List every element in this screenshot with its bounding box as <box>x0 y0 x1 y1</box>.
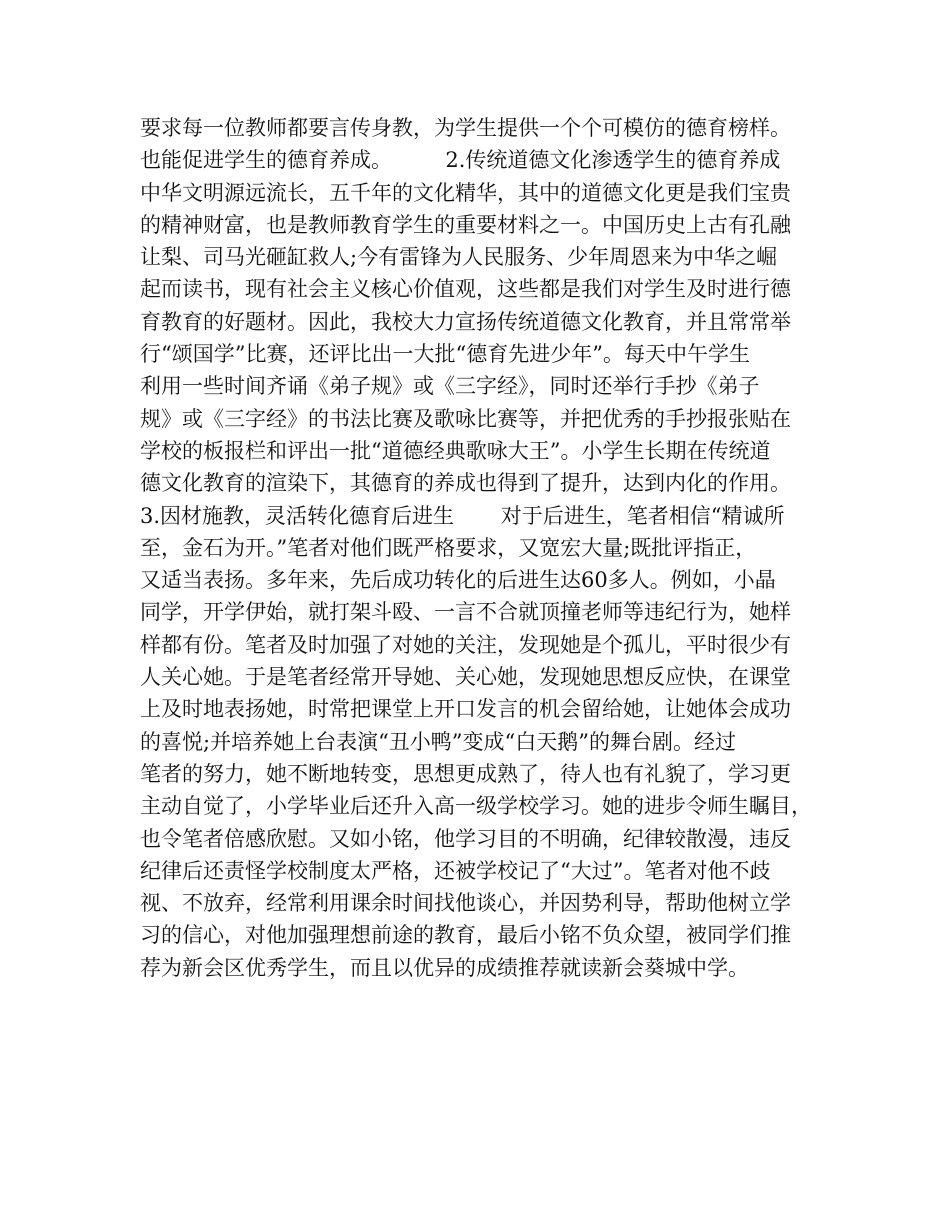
text-line: 育教育的好题材。因此，我校大力宣扬传统道德文化教育，并且常常举 <box>140 309 791 334</box>
text-line: 主动自觉了，小学毕业后还升入高一级学校学习。她的进步令师生瞩目， <box>140 794 812 819</box>
text-line: 起而读书，现有社会主义核心价值观，这些都是我们对学生及时进行德 <box>140 277 791 302</box>
text-line: 人关心她。于是笔者经常开导她、关心她，发现她思想反应快，在课堂 <box>140 665 791 690</box>
text-line: 至，金石为开。”笔者对他们既严格要求，又宽宏大量;既批评指正， <box>140 535 757 560</box>
text-line: 要求每一位教师都要言传身教，为学生提供一个个可模仿的德育榜样。 <box>140 116 791 140</box>
text-line: 德文化教育的渲染下，其德育的养成也得到了提升，达到内化的作用。 <box>140 471 791 496</box>
text-line: 荐为新会区优秀学生，而且以优异的成绩推荐就读新会葵城中学。 <box>140 955 749 980</box>
text-line: 行“颂国学”比赛，还评比出一大批“德育先进少年”。每天中午学生 <box>140 342 750 367</box>
text-line: 也能促进学生的德育养成。 2.传统道德文化渗透学生的德育养成 <box>140 148 781 173</box>
text-line: 样都有份。笔者及时加强了对她的关注，发现她是个孤儿，平时很少有 <box>140 632 791 657</box>
text-line: 同学，开学伊始，就打架斗殴、一言不合就顶撞老师等违纪行为，她样 <box>140 600 791 625</box>
text-line: 学校的板报栏和评出一批“道德经典歌咏大王”。小学生长期在传统道 <box>140 438 771 463</box>
text-line: 笔者的努力，她不断地转变，思想更成熟了，待人也有礼貌了，学习更 <box>140 761 791 786</box>
text-line: 的喜悦;并培养她上台表演“丑小鸭”变成“白天鹅”的舞台剧。经过 <box>140 729 737 754</box>
body-text <box>140 112 830 984</box>
text-line: 也令笔者倍感欣慰。又如小铭，他学习目的不明确，纪律较散漫，违反 <box>140 826 791 851</box>
text-line: 纪律后还责怪学校制度太严格，还被学校记了“大过”。笔者对他不歧 <box>140 858 771 883</box>
text-line: 的精神财富，也是教师教育学生的重要材料之一。中国历史上古有孔融 <box>140 212 791 237</box>
text-line: 习的信心，对他加强理想前途的教育，最后小铭不负众望，被同学们推 <box>140 923 791 948</box>
text-line: 中华文明源远流长，五千年的文化精华，其中的道德文化更是我们宝贵 <box>140 180 791 205</box>
text-line: 利用一些时间齐诵《弟子规》或《三字经》，同时还举行手抄《弟子 <box>140 374 760 399</box>
text-line: 让梨、司马光砸缸救人;今有雷锋为人民服务、少年周恩来为中华之崛 <box>140 245 778 270</box>
text-line: 规》或《三字经》的书法比赛及歌咏比赛等，并把优秀的手抄报张贴在 <box>140 406 791 431</box>
text-line: 3.因材施教，灵活转化德育后进生 对于后进生，笔者相信“精诚所 <box>140 503 785 528</box>
text-line: 视、不放弃，经常利用课余时间找他谈心，并因势利导，帮助他树立学 <box>140 891 791 916</box>
text-line: 又适当表扬。多年来，先后成功转化的后进生达60多人。例如，小晶 <box>140 568 776 593</box>
text-line: 上及时地表扬她，时常把课堂上开口发言的机会留给她，让她体会成功 <box>140 697 791 722</box>
